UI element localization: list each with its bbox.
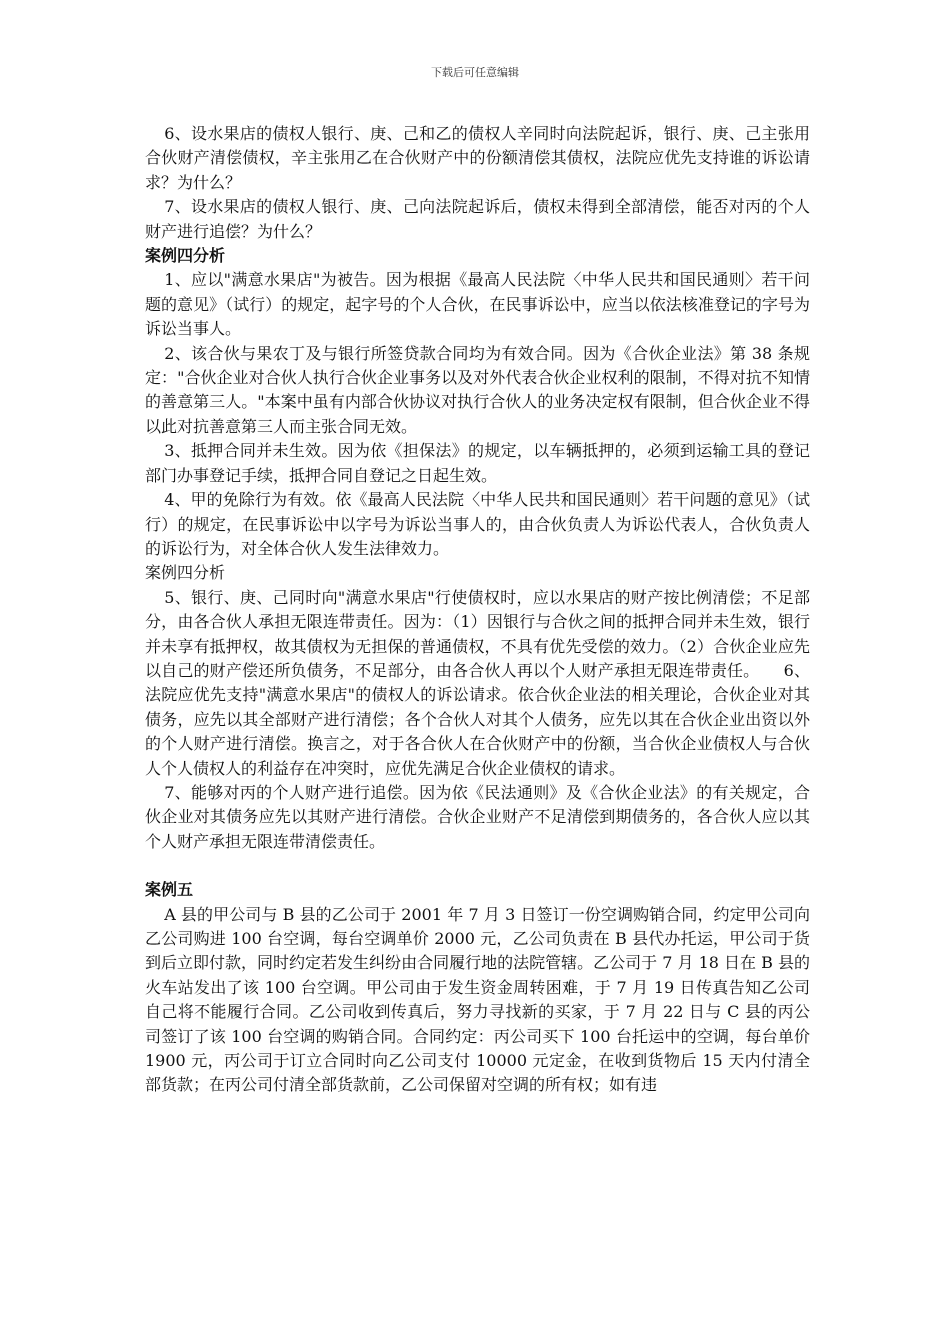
paragraph-answer-5-6: 5、银行、庚、己同时向"满意水果店"行使债权时，应以水果店的财产按比例清偿；不足部分，由各合伙人承担无限连带责任。因为：（1）因银行与合伙之间的抵押合同并未生效，银行并未享有抵押权，故其债权为无担保的普通债权，不具有优先受偿的效力。（2）合伙企业应先以自己的财产偿还所负债务，不足部分，由各合伙人再以个人财产承担无限连带责任。 6、法院应优先支持"满意水果店"的债权人的诉讼请求。依合伙企业法的相关理论，合伙企业对其债务，应先以其全部财产进行清偿；各个合伙人对其个人债务，应先以其在合伙企业出资以外的个人财产进行清偿。换言之，对于各合伙人在合伙财产中的份额，当合伙企业债权人与合伙人个人债权人的利益存在冲突时，应优先满足合伙企业债权的请求。: [145, 587, 810, 778]
paragraph-case5-body: A 县的甲公司与 B 县的乙公司于 2001 年 7 月 3 日签订一份空调购销合同，约定甲公司向乙公司购进 100 台空调，每台空调单价 2000 元，乙公司负责在 B 县代办托运，甲公司于货到后立即付款，同时约定若发生纠纷由合同履行地的法院管辖。乙公司于 7 月 18 日在 B 县的火车站发出了该 100 台空调。甲公司由于发生资金周转困难，于 7 月 19 日传真告知乙公司自己将不能履行合同。乙公司收到传真后，努力寻找新的买家，于 7 月 22 日与 C 县的丙公司签订了该 100 台空调的购销合同。合同约定：丙公司买下 100 台托运中的空调，每台单价 1900 元，丙公司于订立合同时向乙公司支付 10000 元定金，在收到货物后 15 天内付清全部货款；在丙公司付清全部货款前，乙公司保留对空调的所有权；如有违: [145, 904, 810, 1095]
page-header: 下载后可任意编辑: [431, 66, 519, 79]
paragraph-answer-3: 3、抵押合同并未生效。因为依《担保法》的规定，以车辆抵押的，必须到运输工具的登记部门办事登记手续，抵押合同自登记之日起生效。: [145, 441, 810, 485]
paragraph-answer-1: 1、应以"满意水果店"为被告。因为根据《最高人民法院〈中华人民共和国民通则〉若干问题的意见》（试行）的规定，起字号的个人合伙，在民事诉讼中，应当以依法核准登记的字号为诉讼当事人。: [145, 270, 810, 339]
paragraph-answer-2: 2、该合伙与果农丁及与银行所签贷款合同均为有效合同。因为《合伙企业法》第 38 条规定："合伙企业对合伙人执行合伙企业事务以及对外代表合伙企业权利的限制，不得对抗不知情的善意第三人。"本案中虽有内部合伙协议对执行合伙人的业务决定权有限制，但合伙企业不得以此对抗善意第三人而主张合同无效。: [145, 343, 810, 436]
spacer: [145, 854, 810, 878]
section-heading-case5: 案例五: [145, 880, 194, 900]
paragraph-answer-7: 7、能够对丙的个人财产进行追偿。因为依《民法通则》及《合伙企业法》的有关规定，合伙企业对其债务应先以其财产进行清偿。合伙企业财产不足清偿到期债务的，各合伙人应以其个人财产承担无限连带清偿责任。: [145, 782, 810, 851]
paragraph-q7: 7、设水果店的债权人银行、庚、己向法院起诉后，债权未得到全部清偿，能否对丙的个人财产进行追偿？为什么？: [145, 197, 810, 241]
section-heading-case4-analysis-2: 案例四分析: [145, 563, 226, 583]
paragraph-q6: 6、设水果店的债权人银行、庚、己和乙的债权人辛同时向法院起诉，银行、庚、己主张用合伙财产清偿债权，辛主张用乙在合伙财产中的份额清偿其债权，法院应优先支持谁的诉讼请求？为什么？: [145, 124, 810, 192]
document-body: [145, 122, 810, 1098]
paragraph-answer-4: 4、甲的免除行为有效。依《最高人民法院〈中华人民共和国民通则〉若干问题的意见》（试行）的规定，在民事诉讼中以字号为诉讼当事人的，由合伙负责人为诉讼代表人，合伙负责人的诉讼行为，对全体合伙人发生法律效力。: [145, 490, 810, 558]
section-heading-case4-analysis: 案例四分析: [145, 246, 226, 266]
